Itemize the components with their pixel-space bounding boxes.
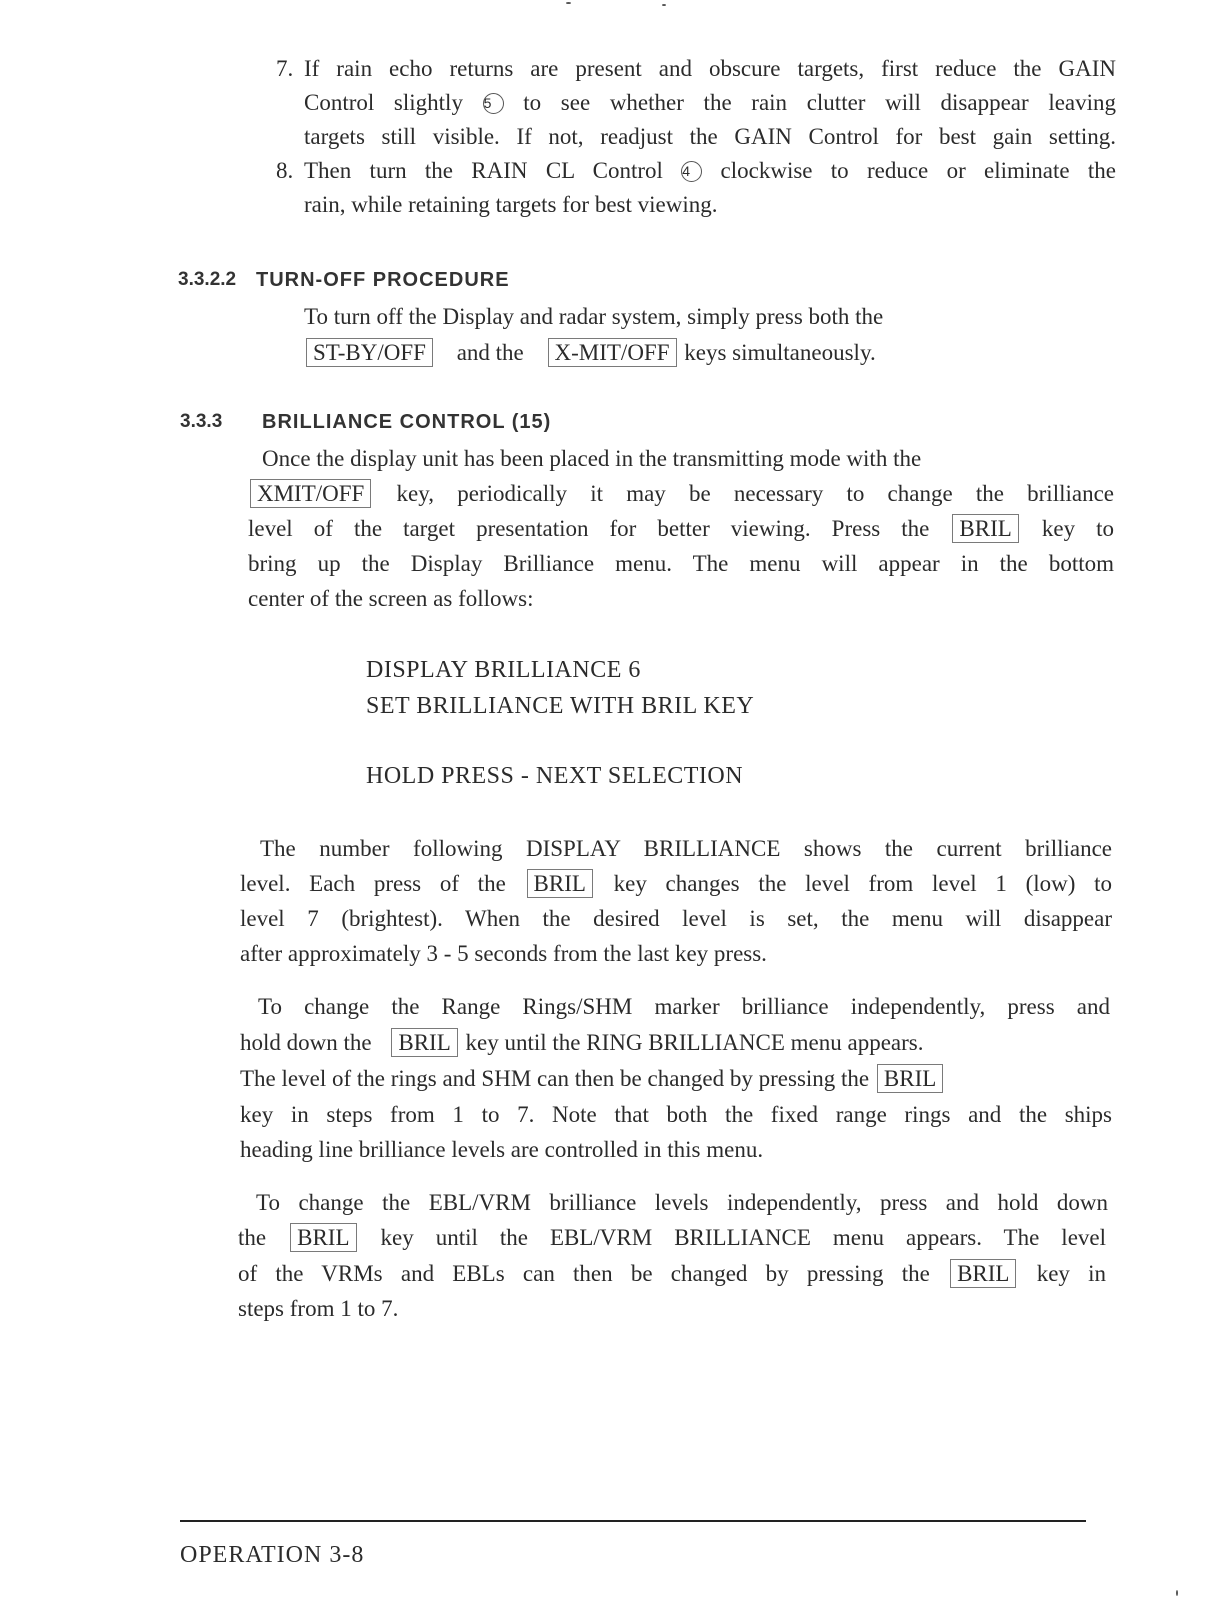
section-number-3-3-3: 3.3.3 — [180, 411, 223, 432]
step-8-number: 8. — [276, 158, 294, 183]
step-7-line-3: targets still visible. If not, readjust the GAIN Control for best gain setting. — [304, 124, 1116, 149]
para-3-line-5: heading line brilliance levels are controlled in this menu. — [240, 1137, 764, 1162]
step-7-line-2-end: to see whether the rain clutter will disappear leaving — [523, 90, 1117, 115]
brilliance-p1-line-4: bring up the Display Brilliance menu. The menu will appear in the bottom — [248, 551, 1114, 576]
para-2-line-4: after approximately 3 - 5 seconds from the last key press. — [240, 941, 767, 966]
bril-key: BRIL — [877, 1064, 943, 1093]
bril-key: BRIL — [391, 1028, 457, 1057]
rain-cl-control-circled-number: 4 — [681, 161, 702, 182]
section-title-turn-off: TURN-OFF PROCEDURE — [256, 269, 510, 291]
para-3-line-2 — [240, 1026, 924, 1060]
bril-key: BRIL — [950, 1259, 1016, 1288]
scan-speck — [1176, 1590, 1178, 1596]
brilliance-p1-line-2 — [248, 477, 1114, 511]
turn-off-line-2 — [304, 336, 876, 370]
step-8-line-1 — [304, 154, 1116, 188]
st-by-off-key: ST-BY/OFF — [306, 338, 433, 367]
step-7-number: 7. — [276, 56, 294, 81]
para-3-line-4: key in steps from 1 to 7. Note that both the fixed range rings and the ships — [240, 1102, 1112, 1127]
turn-off-and-the: and the — [456, 340, 524, 365]
para-4-line-3 — [238, 1257, 1106, 1291]
para-2-line-2-start: level. Each press of the — [240, 871, 506, 896]
para-2-line-2 — [240, 867, 1112, 901]
xmit-off-key: XMIT/OFF — [250, 479, 371, 508]
para-4-line-3-start: of the VRMs and EBLs can then be changed by pressing the — [238, 1261, 930, 1286]
brilliance-p1-line-5: center of the screen as follows: — [248, 586, 534, 611]
step-7-line-2 — [304, 86, 1116, 120]
scan-speck — [662, 4, 666, 6]
para-3-line-1: To change the Range Rings/SHM marker brilliance independently, press and — [258, 994, 1110, 1019]
para-4-line-3-end: key in — [1036, 1261, 1107, 1286]
section-number-3-3-2-2: 3.3.2.2 — [178, 269, 237, 290]
para-2-line-1: The number following DISPLAY BRILLIANCE shows the current brilliance — [260, 836, 1112, 861]
para-4-line-1: To change the EBL/VRM brilliance levels independently, press and hold down — [256, 1190, 1108, 1215]
bril-key: BRIL — [290, 1223, 356, 1252]
brilliance-p1-line-2-text: key, periodically it may be necessary to change the brilliance — [396, 481, 1114, 506]
footer-rule — [180, 1520, 1086, 1522]
menu-line-hold-press: HOLD PRESS - NEXT SELECTION — [366, 763, 744, 789]
bril-key: BRIL — [527, 869, 593, 898]
step-8-line-1-start: Then turn the RAIN CL Control — [304, 158, 663, 183]
footer-page-label: OPERATION 3-8 — [180, 1542, 365, 1568]
para-3-line-3-text: The level of the rings and SHM can then be changed by pressing the — [240, 1066, 870, 1091]
para-4-line-2-end: key until the EBL/VRM BRILLIANCE menu appears. The level — [380, 1225, 1107, 1250]
brilliance-p1-line-3-start: level of the target presentation for better viewing. Press the — [248, 516, 930, 541]
bril-key: BRIL — [952, 514, 1018, 543]
scan-speck — [566, 2, 571, 4]
para-2-line-2-end: key changes the level from level 1 (low) to — [613, 871, 1113, 896]
section-title-brilliance-control: BRILLIANCE CONTROL (15) — [262, 411, 552, 433]
menu-line-display-brilliance: DISPLAY BRILLIANCE 6 — [366, 657, 641, 683]
brilliance-p1-line-3-end: key to — [1041, 516, 1115, 541]
turn-off-end: keys simultaneously. — [684, 340, 876, 365]
para-4-line-2 — [238, 1221, 1106, 1255]
para-2-line-3: level 7 (brightest). When the desired level is set, the menu will disappear — [240, 906, 1112, 931]
menu-line-set-brilliance: SET BRILLIANCE WITH BRIL KEY — [366, 693, 755, 719]
brilliance-p1-line-3 — [248, 512, 1114, 546]
brilliance-p1-line-1: Once the display unit has been placed in the transmitting mode with the — [262, 446, 922, 471]
para-4-line-4: steps from 1 to 7. — [238, 1296, 399, 1321]
para-3-line-3 — [240, 1062, 945, 1096]
step-7-line-1: If rain echo returns are present and obscure targets, first reduce the GAIN — [304, 56, 1116, 81]
gain-control-circled-number: 5 — [483, 93, 504, 114]
step-8-line-2: rain, while retaining targets for best viewing. — [304, 192, 718, 217]
x-mit-off-key: X-MIT/OFF — [548, 338, 677, 367]
para-3-line-2-end: key until the RING BRILLIANCE menu appears. — [465, 1030, 924, 1055]
step-7-line-2-start: Control slightly — [304, 90, 463, 115]
para-4-line-2-start: the — [238, 1225, 267, 1250]
turn-off-line-1: To turn off the Display and radar system, simply press both the — [304, 304, 884, 329]
step-8-line-1-end: clockwise to reduce or eliminate the — [720, 158, 1116, 183]
para-3-line-2-start: hold down the — [240, 1030, 372, 1055]
